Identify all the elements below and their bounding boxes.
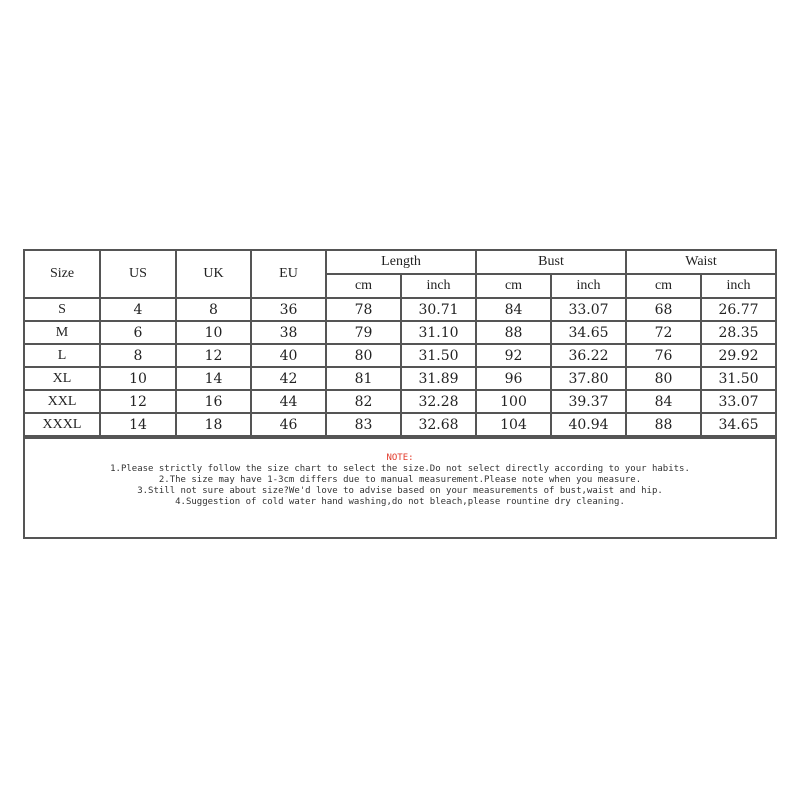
cell-waist-inch: 31.50 xyxy=(701,367,775,390)
cell-eu: 38 xyxy=(251,321,326,344)
table-row xyxy=(25,321,775,344)
note-line: 1.Please strictly follow the size chart to select the size.Do not select directly according to your habits. xyxy=(110,464,690,474)
cell-bust-inch: 39.37 xyxy=(551,390,626,413)
notes-section xyxy=(25,437,775,530)
cell-waist-cm: 80 xyxy=(626,367,701,390)
cell-eu: 40 xyxy=(251,344,326,367)
cell-waist-inch: 26.77 xyxy=(701,298,775,321)
header-length: Length xyxy=(326,251,476,274)
cell-size: XXXL xyxy=(25,413,100,436)
cell-bust-inch: 37.80 xyxy=(551,367,626,390)
cell-waist-cm: 84 xyxy=(626,390,701,413)
cell-us: 6 xyxy=(100,321,176,344)
header-length-inch: inch xyxy=(401,274,476,298)
size-chart xyxy=(23,249,777,539)
cell-uk: 8 xyxy=(176,298,251,321)
cell-waist-inch: 34.65 xyxy=(701,413,775,436)
cell-size: M xyxy=(25,321,100,344)
cell-length-inch: 31.50 xyxy=(401,344,476,367)
table-row xyxy=(25,344,775,367)
note-line: 4.Suggestion of cold water hand washing,do not bleach,please rountine dry cleaning. xyxy=(175,497,625,507)
header-us: US xyxy=(100,251,176,298)
cell-us: 8 xyxy=(100,344,176,367)
table-row xyxy=(25,390,775,413)
cell-uk: 16 xyxy=(176,390,251,413)
cell-waist-cm: 72 xyxy=(626,321,701,344)
header-bust-inch: inch xyxy=(551,274,626,298)
cell-length-cm: 83 xyxy=(326,413,401,436)
note-line: 3.Still not sure about size?We'd love to advise based on your measurements of bust,waist and hip. xyxy=(137,486,663,496)
cell-size: XXL xyxy=(25,390,100,413)
note-line: 2.The size may have 1-3cm differs due to manual measurement.Please note when you measure. xyxy=(158,475,642,485)
cell-waist-inch: 28.35 xyxy=(701,321,775,344)
cell-waist-cm: 68 xyxy=(626,298,701,321)
cell-bust-inch: 34.65 xyxy=(551,321,626,344)
header-row-1 xyxy=(25,251,775,274)
header-waist-cm: cm xyxy=(626,274,701,298)
cell-us: 4 xyxy=(100,298,176,321)
cell-eu: 46 xyxy=(251,413,326,436)
cell-length-inch: 31.89 xyxy=(401,367,476,390)
cell-eu: 42 xyxy=(251,367,326,390)
cell-size: XL xyxy=(25,367,100,390)
cell-length-cm: 82 xyxy=(326,390,401,413)
header-waist-inch: inch xyxy=(701,274,775,298)
cell-us: 12 xyxy=(100,390,176,413)
cell-length-cm: 81 xyxy=(326,367,401,390)
cell-uk: 12 xyxy=(176,344,251,367)
table-row xyxy=(25,413,775,436)
cell-length-inch: 32.28 xyxy=(401,390,476,413)
cell-bust-cm: 84 xyxy=(476,298,551,321)
cell-length-inch: 31.10 xyxy=(401,321,476,344)
header-uk: UK xyxy=(176,251,251,298)
header-eu: EU xyxy=(251,251,326,298)
cell-length-cm: 79 xyxy=(326,321,401,344)
cell-length-cm: 80 xyxy=(326,344,401,367)
cell-uk: 10 xyxy=(176,321,251,344)
cell-bust-cm: 92 xyxy=(476,344,551,367)
cell-bust-cm: 88 xyxy=(476,321,551,344)
cell-bust-inch: 33.07 xyxy=(551,298,626,321)
header-bust-cm: cm xyxy=(476,274,551,298)
cell-bust-inch: 40.94 xyxy=(551,413,626,436)
cell-size: S xyxy=(25,298,100,321)
header-bust: Bust xyxy=(476,251,626,274)
header-waist: Waist xyxy=(626,251,775,274)
cell-bust-cm: 104 xyxy=(476,413,551,436)
table-row xyxy=(25,298,775,321)
cell-us: 10 xyxy=(100,367,176,390)
size-table xyxy=(25,251,775,437)
cell-us: 14 xyxy=(100,413,176,436)
cell-waist-inch: 33.07 xyxy=(701,390,775,413)
cell-waist-cm: 76 xyxy=(626,344,701,367)
cell-uk: 18 xyxy=(176,413,251,436)
cell-waist-inch: 29.92 xyxy=(701,344,775,367)
cell-eu: 36 xyxy=(251,298,326,321)
cell-bust-inch: 36.22 xyxy=(551,344,626,367)
table-row xyxy=(25,367,775,390)
header-length-cm: cm xyxy=(326,274,401,298)
cell-bust-cm: 100 xyxy=(476,390,551,413)
header-size: Size xyxy=(25,251,100,298)
cell-uk: 14 xyxy=(176,367,251,390)
cell-waist-cm: 88 xyxy=(626,413,701,436)
cell-length-inch: 30.71 xyxy=(401,298,476,321)
cell-bust-cm: 96 xyxy=(476,367,551,390)
cell-length-cm: 78 xyxy=(326,298,401,321)
note-title: NOTE: xyxy=(386,453,414,463)
cell-length-inch: 32.68 xyxy=(401,413,476,436)
cell-size: L xyxy=(25,344,100,367)
cell-eu: 44 xyxy=(251,390,326,413)
